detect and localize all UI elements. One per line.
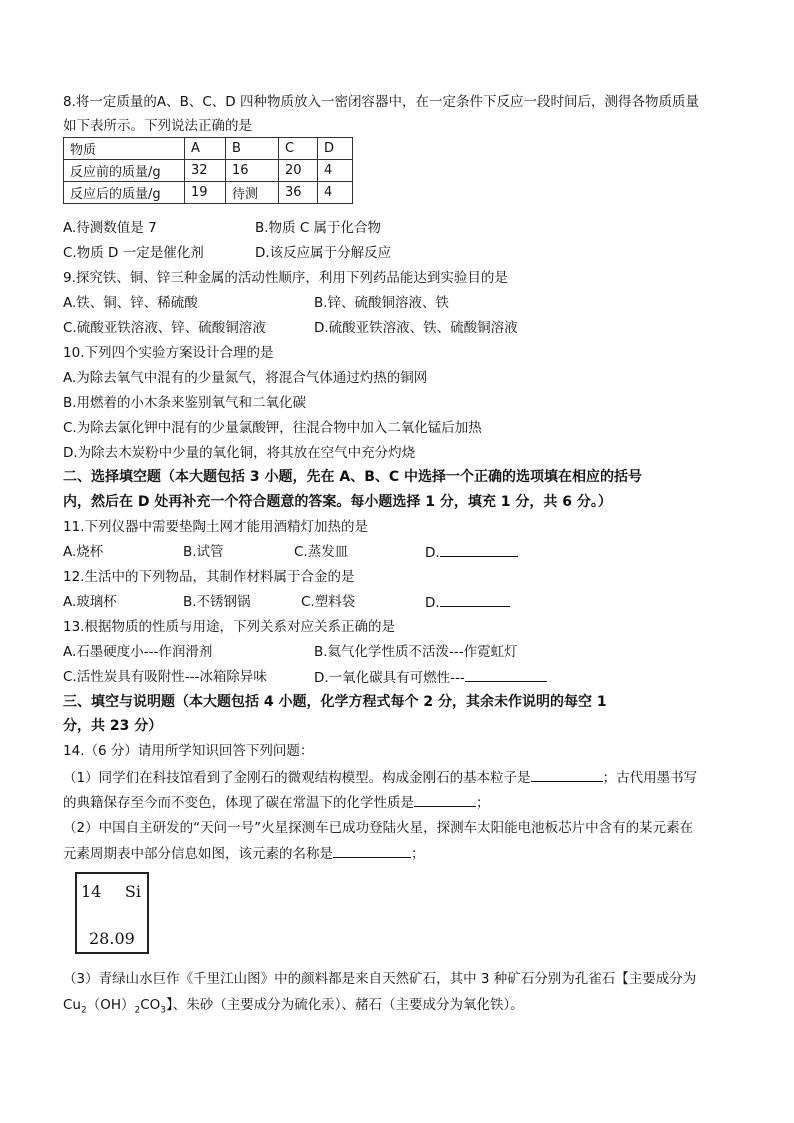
q14-part2-line1: （2）中国自主研发的“天问一号”火星探测车已成功登陆火星，探测车太阳能电池板芯片中含有的某元素在 xyxy=(63,820,694,836)
q8-stem-line1: 8.将一定质量的A、B、C、D 四种物质放入一密闭容器中，在一定条件下反应一段时间后，测得各物质质量 xyxy=(63,94,699,110)
q14-part3-line2 xyxy=(63,995,524,1021)
formula-part: CO xyxy=(140,997,161,1013)
option-label: D. xyxy=(425,595,440,611)
q8-option-b: B.物质 C 属于化合物 xyxy=(255,220,382,236)
atomic-number: 14 xyxy=(81,882,102,901)
q10-option-b: B.用燃着的小木条来鉴别氧气和二氧化碳 xyxy=(63,395,307,411)
table-cell: 32 xyxy=(185,160,226,182)
table-header-row xyxy=(64,138,353,160)
q14-part2-line2 xyxy=(63,843,425,864)
q10-option-c: C.为除去氯化钾中混有的少量氯酸钾，往混合物中加入二氧化锰后加热 xyxy=(63,420,482,436)
table-cell: 36 xyxy=(279,182,318,204)
formula-subscript: 2 xyxy=(134,1005,141,1016)
formula-part: （OH） xyxy=(86,997,135,1013)
section3-heading-line1: 三、填空与说明题（本大题包括 4 小题，化学方程式每个 2 分，其余未作说明的每空 1 xyxy=(63,694,607,710)
option-label: D. xyxy=(425,545,440,561)
q12-option-a: A.玻璃杯 xyxy=(63,594,117,610)
table-cell: A xyxy=(185,138,226,160)
q9-option-b: B.锌、硫酸铜溶液、铁 xyxy=(314,295,450,311)
q14-part1-text2: 的典籍保存至今而不变色，体现了碳在常温下的化学性质是 xyxy=(63,795,414,811)
q14-part1-tail2: ； xyxy=(476,795,490,811)
q13-option-a: A.石墨硬度小---作润滑剂 xyxy=(63,644,213,660)
q10-option-d: D.为除去木炭粉中少量的氧化铜，将其放在空气中充分灼烧 xyxy=(63,445,416,461)
q14-part1-tail: ；古代用墨书写 xyxy=(602,770,698,786)
q12-stem: 12.生活中的下列物品，其制作材料属于合金的是 xyxy=(63,569,355,585)
q11-stem: 11.下列仪器中需要垫陶土网才能用酒精灯加热的是 xyxy=(63,519,368,535)
q13-stem: 13.根据物质的性质与用途，下列关系对应关系正确的是 xyxy=(63,619,395,635)
table-cell: 反应后的质量/g xyxy=(64,182,185,204)
q9-option-d: D.硫酸亚铁溶液、铁、硫酸铜溶液 xyxy=(314,320,518,336)
atomic-mass: 28.09 xyxy=(89,929,135,948)
q14-part1-line1 xyxy=(63,767,697,788)
q9-option-a: A.铁、铜、锌、稀硫酸 xyxy=(63,295,198,311)
table-cell: 4 xyxy=(318,160,353,182)
section2-heading-line2: 内，然后在 D 处再补充一个符合题意的答案。每小题选择 1 分，填充 1 分，共 6 分。） xyxy=(63,494,612,510)
table-cell: 4 xyxy=(318,182,353,204)
q10-stem: 10.下列四个实验方案设计合理的是 xyxy=(63,345,274,361)
q14-part1-line2 xyxy=(63,792,490,813)
table-row xyxy=(64,160,353,182)
table-cell: 16 xyxy=(226,160,279,182)
q8-option-a: A.待测数值是 7 xyxy=(63,220,157,236)
formula-part: Cu xyxy=(63,997,81,1013)
q8-option-d: D.该反应属于分解反应 xyxy=(255,245,392,261)
formula-subscript: 2 xyxy=(80,1005,87,1016)
table-cell: 反应前的质量/g xyxy=(64,160,185,182)
q14-stem: 14.（6 分）请用所学知识回答下列问题： xyxy=(63,743,314,759)
q11-option-a: A.烧杯 xyxy=(63,544,104,560)
answer-blank[interactable] xyxy=(333,843,411,858)
q11-option-b: B.试管 xyxy=(183,544,224,560)
q12-option-d xyxy=(425,592,510,613)
table-row xyxy=(64,182,353,204)
q11-option-c: C.蒸发皿 xyxy=(294,544,349,560)
q14-part3-line1: （3）青绿山水巨作《千里江山图》中的颜料都是来自天然矿石，其中 3 种矿石分别为孔雀石【主要成分为 xyxy=(63,971,697,987)
section3-heading-line2: 分，共 23 分） xyxy=(63,718,163,734)
table-cell: D xyxy=(318,138,353,160)
formula-subscript: 3 xyxy=(160,1005,167,1016)
q11-option-d xyxy=(425,542,518,563)
element-symbol: Si xyxy=(124,882,141,901)
q9-stem: 9.探究铁、铜、锌三种金属的活动性顺序，利用下列药品能达到实验目的是 xyxy=(63,270,508,286)
q8-stem-line2: 如下表所示。下列说法正确的是 xyxy=(63,118,252,134)
q10-option-a: A.为除去氧气中混有的少量氮气，将混合气体通过灼热的铜网 xyxy=(63,370,428,386)
table-cell: B xyxy=(226,138,279,160)
periodic-element-card xyxy=(75,872,149,954)
q12-option-c: C.塑料袋 xyxy=(301,594,356,610)
q13-option-b: B.氦气化学性质不活泼---作霓虹灯 xyxy=(314,644,518,660)
q14-part1-text: （1）同学们在科技馆看到了金刚石的微观结构模型。构成金刚石的基本粒子是 xyxy=(63,770,531,786)
q14-part3-text: 】、朱砂（主要成分为硫化汞）、赭石（主要成分为氧化铁）。 xyxy=(166,997,524,1013)
answer-blank[interactable] xyxy=(440,542,518,557)
section2-heading-line1: 二、选择填空题（本大题包括 3 小题，先在 A、B、C 中选择一个正确的选项填在相应的括号 xyxy=(63,469,643,485)
answer-blank[interactable] xyxy=(440,592,510,607)
answer-blank[interactable] xyxy=(531,767,603,782)
q13-option-d xyxy=(314,667,547,688)
q14-part2-tail: ； xyxy=(411,846,425,862)
answer-blank[interactable] xyxy=(465,667,547,682)
q8-mass-table xyxy=(63,137,353,204)
q13-option-c: C.活性炭具有吸附性---冰箱除异味 xyxy=(63,669,267,685)
table-cell: 物质 xyxy=(64,138,185,160)
table-cell: 待测 xyxy=(226,182,279,204)
q8-option-c: C.物质 D 一定是催化剂 xyxy=(63,245,204,261)
option-label: D.一氧化碳具有可燃性--- xyxy=(314,670,465,686)
q14-part2-text: 元素周期表中部分信息如图，该元素的名称是 xyxy=(63,846,333,862)
q12-option-b: B.不锈钢锅 xyxy=(183,594,251,610)
table-cell: 19 xyxy=(185,182,226,204)
table-cell: C xyxy=(279,138,318,160)
answer-blank[interactable] xyxy=(414,792,476,807)
table-cell: 20 xyxy=(279,160,318,182)
q9-option-c: C.硫酸亚铁溶液、锌、硫酸铜溶液 xyxy=(63,320,266,336)
